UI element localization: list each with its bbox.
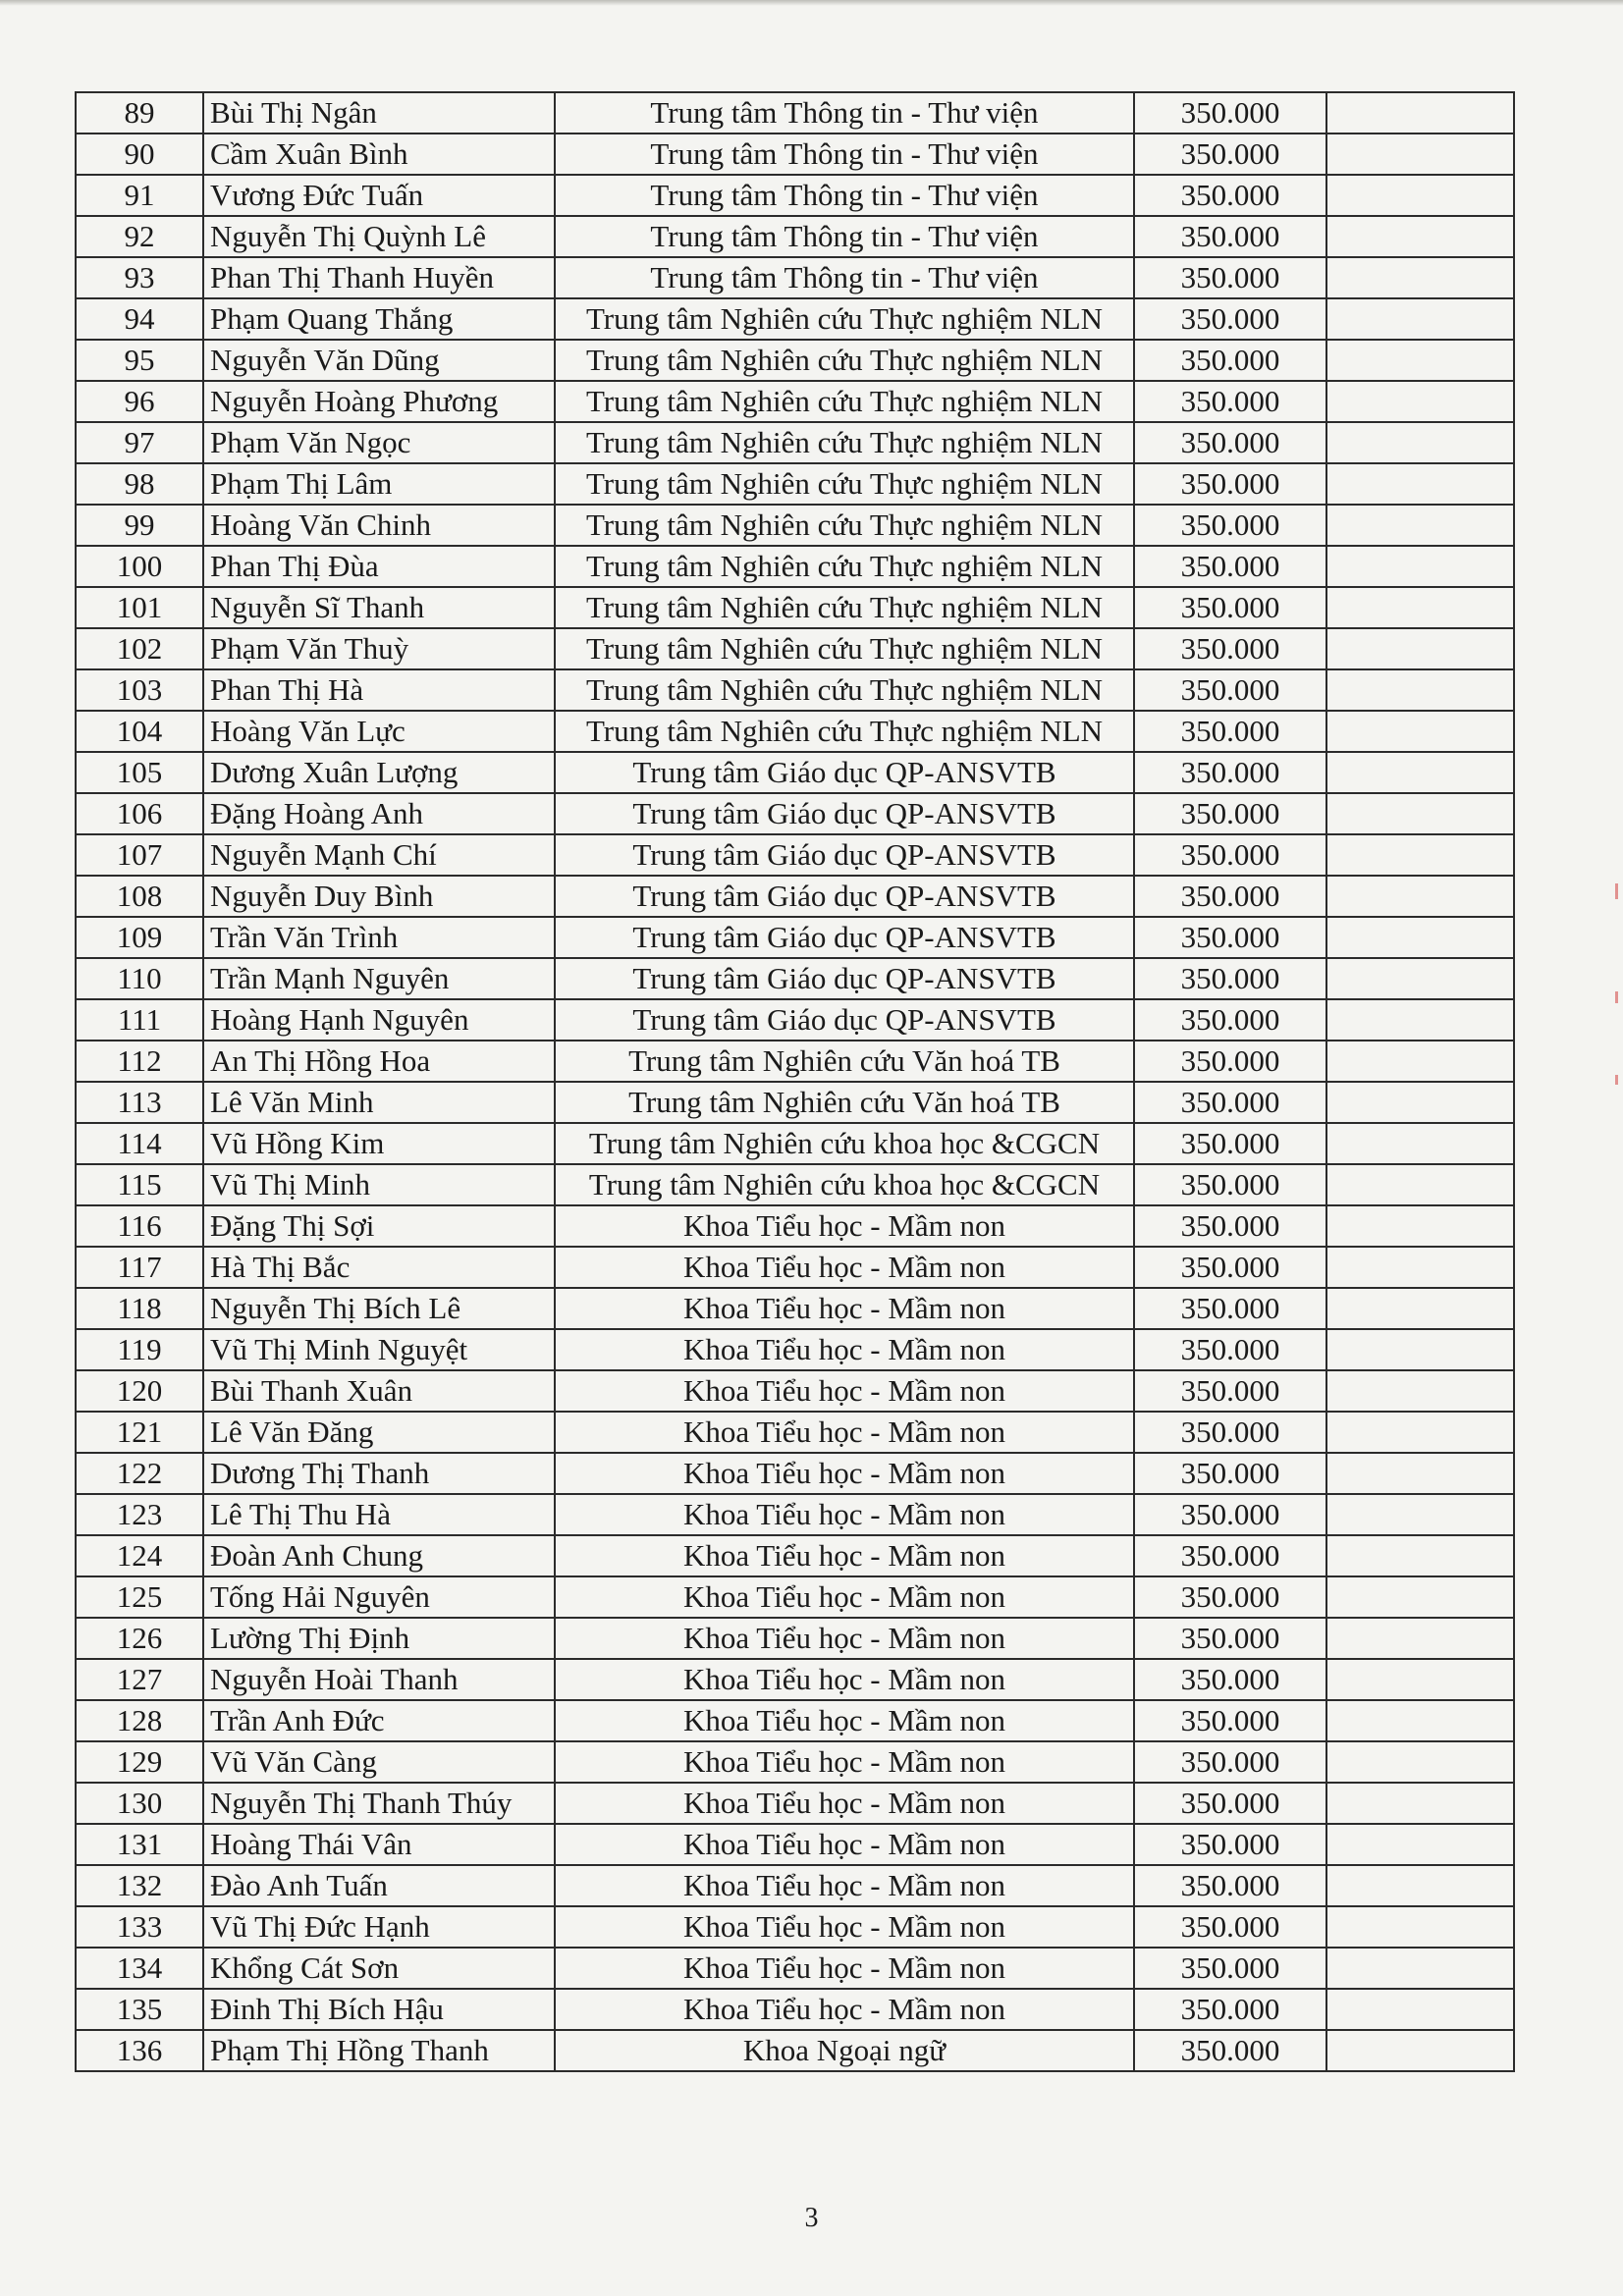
person-name: Vũ Thị Minh Nguyệt bbox=[203, 1329, 555, 1370]
person-name: Phan Thị Đùa bbox=[203, 546, 555, 587]
table-row bbox=[76, 1370, 1514, 1412]
row-number: 120 bbox=[76, 1370, 203, 1412]
amount-cell: 350.000 bbox=[1134, 1453, 1326, 1494]
amount-cell: 350.000 bbox=[1134, 1824, 1326, 1865]
row-number: 99 bbox=[76, 505, 203, 546]
table-row bbox=[76, 834, 1514, 876]
row-number: 102 bbox=[76, 628, 203, 669]
person-name: Dương Thị Thanh bbox=[203, 1453, 555, 1494]
person-name: Trần Mạnh Nguyên bbox=[203, 958, 555, 999]
note-cell bbox=[1326, 1618, 1514, 1659]
unit-name: Khoa Tiểu học - Mầm non bbox=[555, 1288, 1134, 1329]
row-number: 115 bbox=[76, 1164, 203, 1205]
note-cell bbox=[1326, 1329, 1514, 1370]
note-cell bbox=[1326, 257, 1514, 298]
unit-name: Trung tâm Nghiên cứu Thực nghiệm NLN bbox=[555, 587, 1134, 628]
note-cell bbox=[1326, 958, 1514, 999]
unit-name: Trung tâm Nghiên cứu Văn hoá TB bbox=[555, 1082, 1134, 1123]
amount-cell: 350.000 bbox=[1134, 1205, 1326, 1247]
note-cell bbox=[1326, 2030, 1514, 2071]
table-row bbox=[76, 752, 1514, 793]
table-row bbox=[76, 1618, 1514, 1659]
note-cell bbox=[1326, 876, 1514, 917]
person-name: Vũ Hồng Kim bbox=[203, 1123, 555, 1164]
unit-name: Trung tâm Thông tin - Thư viện bbox=[555, 175, 1134, 216]
amount-cell: 350.000 bbox=[1134, 422, 1326, 463]
unit-name: Khoa Tiểu học - Mầm non bbox=[555, 1453, 1134, 1494]
row-number: 97 bbox=[76, 422, 203, 463]
table-row bbox=[76, 1535, 1514, 1576]
table-row bbox=[76, 546, 1514, 587]
amount-cell: 350.000 bbox=[1134, 1865, 1326, 1906]
person-name: Đặng Thị Sợi bbox=[203, 1205, 555, 1247]
row-number: 129 bbox=[76, 1741, 203, 1783]
amount-cell: 350.000 bbox=[1134, 876, 1326, 917]
note-cell bbox=[1326, 546, 1514, 587]
amount-cell: 350.000 bbox=[1134, 463, 1326, 505]
table-row bbox=[76, 587, 1514, 628]
unit-name: Trung tâm Nghiên cứu Thực nghiệm NLN bbox=[555, 340, 1134, 381]
table-row bbox=[76, 1123, 1514, 1164]
amount-cell: 350.000 bbox=[1134, 1370, 1326, 1412]
unit-name: Khoa Tiểu học - Mầm non bbox=[555, 1659, 1134, 1700]
amount-cell: 350.000 bbox=[1134, 298, 1326, 340]
row-number: 90 bbox=[76, 133, 203, 175]
table-row bbox=[76, 340, 1514, 381]
unit-name: Khoa Tiểu học - Mầm non bbox=[555, 1700, 1134, 1741]
table-row bbox=[76, 257, 1514, 298]
note-cell bbox=[1326, 1453, 1514, 1494]
row-number: 124 bbox=[76, 1535, 203, 1576]
amount-cell: 350.000 bbox=[1134, 1783, 1326, 1824]
unit-name: Khoa Tiểu học - Mầm non bbox=[555, 1412, 1134, 1453]
person-name: Hoàng Văn Chinh bbox=[203, 505, 555, 546]
table-row bbox=[76, 381, 1514, 422]
unit-name: Khoa Tiểu học - Mầm non bbox=[555, 1783, 1134, 1824]
amount-cell: 350.000 bbox=[1134, 628, 1326, 669]
person-name: Nguyễn Hoài Thanh bbox=[203, 1659, 555, 1700]
table-row bbox=[76, 422, 1514, 463]
amount-cell: 350.000 bbox=[1134, 1123, 1326, 1164]
table-row bbox=[76, 216, 1514, 257]
amount-cell: 350.000 bbox=[1134, 1494, 1326, 1535]
note-cell bbox=[1326, 1659, 1514, 1700]
row-number: 136 bbox=[76, 2030, 203, 2071]
note-cell bbox=[1326, 1741, 1514, 1783]
row-number: 132 bbox=[76, 1865, 203, 1906]
person-name: Phạm Thị Hồng Thanh bbox=[203, 2030, 555, 2071]
table-row bbox=[76, 1948, 1514, 1989]
table-row bbox=[76, 711, 1514, 752]
row-number: 95 bbox=[76, 340, 203, 381]
amount-cell: 350.000 bbox=[1134, 505, 1326, 546]
person-name: Lường Thị Định bbox=[203, 1618, 555, 1659]
unit-name: Khoa Tiểu học - Mầm non bbox=[555, 1576, 1134, 1618]
table-row bbox=[76, 628, 1514, 669]
note-cell bbox=[1326, 1247, 1514, 1288]
person-name: Nguyễn Thị Quỳnh Lê bbox=[203, 216, 555, 257]
person-name: Phan Thị Thanh Huyền bbox=[203, 257, 555, 298]
amount-cell: 350.000 bbox=[1134, 1576, 1326, 1618]
amount-cell: 350.000 bbox=[1134, 1288, 1326, 1329]
table-row bbox=[76, 999, 1514, 1041]
row-number: 114 bbox=[76, 1123, 203, 1164]
unit-name: Trung tâm Nghiên cứu Thực nghiệm NLN bbox=[555, 298, 1134, 340]
table-row bbox=[76, 1659, 1514, 1700]
row-number: 105 bbox=[76, 752, 203, 793]
table-row bbox=[76, 298, 1514, 340]
unit-name: Khoa Tiểu học - Mầm non bbox=[555, 1618, 1134, 1659]
row-number: 101 bbox=[76, 587, 203, 628]
person-name: Phan Thị Hà bbox=[203, 669, 555, 711]
note-cell bbox=[1326, 1948, 1514, 1989]
unit-name: Trung tâm Giáo dục QP-ANSVTB bbox=[555, 999, 1134, 1041]
note-cell bbox=[1326, 1989, 1514, 2030]
unit-name: Trung tâm Giáo dục QP-ANSVTB bbox=[555, 752, 1134, 793]
row-number: 130 bbox=[76, 1783, 203, 1824]
amount-cell: 350.000 bbox=[1134, 1741, 1326, 1783]
person-name: Cầm Xuân Bình bbox=[203, 133, 555, 175]
row-number: 121 bbox=[76, 1412, 203, 1453]
amount-cell: 350.000 bbox=[1134, 1659, 1326, 1700]
person-name: Bùi Thị Ngân bbox=[203, 92, 555, 133]
unit-name: Trung tâm Giáo dục QP-ANSVTB bbox=[555, 876, 1134, 917]
unit-name: Trung tâm Thông tin - Thư viện bbox=[555, 133, 1134, 175]
row-number: 133 bbox=[76, 1906, 203, 1948]
note-cell bbox=[1326, 422, 1514, 463]
row-number: 106 bbox=[76, 793, 203, 834]
table-row bbox=[76, 1453, 1514, 1494]
person-name: Hoàng Hạnh Nguyên bbox=[203, 999, 555, 1041]
note-cell bbox=[1326, 1535, 1514, 1576]
row-number: 127 bbox=[76, 1659, 203, 1700]
table-row bbox=[76, 133, 1514, 175]
unit-name: Trung tâm Thông tin - Thư viện bbox=[555, 92, 1134, 133]
unit-name: Trung tâm Giáo dục QP-ANSVTB bbox=[555, 958, 1134, 999]
row-number: 107 bbox=[76, 834, 203, 876]
person-name: Khổng Cát Sơn bbox=[203, 1948, 555, 1989]
row-number: 103 bbox=[76, 669, 203, 711]
margin-mark bbox=[1615, 1075, 1618, 1085]
amount-cell: 350.000 bbox=[1134, 999, 1326, 1041]
amount-cell: 350.000 bbox=[1134, 1164, 1326, 1205]
unit-name: Khoa Tiểu học - Mầm non bbox=[555, 1329, 1134, 1370]
unit-name: Trung tâm Nghiên cứu khoa học &CGCN bbox=[555, 1164, 1134, 1205]
amount-cell: 350.000 bbox=[1134, 1989, 1326, 2030]
table-row bbox=[76, 917, 1514, 958]
person-name: Vũ Văn Càng bbox=[203, 1741, 555, 1783]
table-row bbox=[76, 1700, 1514, 1741]
person-name: Hoàng Thái Vân bbox=[203, 1824, 555, 1865]
note-cell bbox=[1326, 298, 1514, 340]
person-name: Phạm Thị Lâm bbox=[203, 463, 555, 505]
table-row bbox=[76, 1412, 1514, 1453]
person-name: An Thị Hồng Hoa bbox=[203, 1041, 555, 1082]
unit-name: Trung tâm Nghiên cứu Thực nghiệm NLN bbox=[555, 711, 1134, 752]
unit-name: Trung tâm Giáo dục QP-ANSVTB bbox=[555, 793, 1134, 834]
amount-cell: 350.000 bbox=[1134, 711, 1326, 752]
note-cell bbox=[1326, 834, 1514, 876]
table-row bbox=[76, 175, 1514, 216]
note-cell bbox=[1326, 463, 1514, 505]
row-number: 122 bbox=[76, 1453, 203, 1494]
note-cell bbox=[1326, 1824, 1514, 1865]
table-row bbox=[76, 793, 1514, 834]
person-name: Trần Anh Đức bbox=[203, 1700, 555, 1741]
note-cell bbox=[1326, 628, 1514, 669]
person-name: Dương Xuân Lượng bbox=[203, 752, 555, 793]
amount-cell: 350.000 bbox=[1134, 1041, 1326, 1082]
row-number: 96 bbox=[76, 381, 203, 422]
row-number: 98 bbox=[76, 463, 203, 505]
table-row bbox=[76, 1329, 1514, 1370]
person-name: Nguyễn Thị Bích Lê bbox=[203, 1288, 555, 1329]
amount-cell: 350.000 bbox=[1134, 257, 1326, 298]
person-name: Lê Văn Đăng bbox=[203, 1412, 555, 1453]
unit-name: Khoa Tiểu học - Mầm non bbox=[555, 1535, 1134, 1576]
note-cell bbox=[1326, 587, 1514, 628]
note-cell bbox=[1326, 793, 1514, 834]
table-row bbox=[76, 92, 1514, 133]
amount-cell: 350.000 bbox=[1134, 793, 1326, 834]
table-row bbox=[76, 1247, 1514, 1288]
amount-cell: 350.000 bbox=[1134, 1948, 1326, 1989]
person-name: Phạm Văn Thuỳ bbox=[203, 628, 555, 669]
amount-cell: 350.000 bbox=[1134, 958, 1326, 999]
unit-name: Khoa Tiểu học - Mầm non bbox=[555, 1494, 1134, 1535]
amount-cell: 350.000 bbox=[1134, 1082, 1326, 1123]
person-name: Tống Hải Nguyên bbox=[203, 1576, 555, 1618]
unit-name: Khoa Tiểu học - Mầm non bbox=[555, 1205, 1134, 1247]
amount-cell: 350.000 bbox=[1134, 340, 1326, 381]
table-row bbox=[76, 1865, 1514, 1906]
person-name: Hà Thị Bắc bbox=[203, 1247, 555, 1288]
row-number: 131 bbox=[76, 1824, 203, 1865]
table-row bbox=[76, 505, 1514, 546]
row-number: 135 bbox=[76, 1989, 203, 2030]
table-row bbox=[76, 1494, 1514, 1535]
table-row bbox=[76, 1082, 1514, 1123]
unit-name: Khoa Tiểu học - Mầm non bbox=[555, 1741, 1134, 1783]
row-number: 123 bbox=[76, 1494, 203, 1535]
row-number: 119 bbox=[76, 1329, 203, 1370]
person-name: Nguyễn Sĩ Thanh bbox=[203, 587, 555, 628]
amount-cell: 350.000 bbox=[1134, 1700, 1326, 1741]
table-row bbox=[76, 463, 1514, 505]
note-cell bbox=[1326, 669, 1514, 711]
person-name: Đinh Thị Bích Hậu bbox=[203, 1989, 555, 2030]
table-row bbox=[76, 1783, 1514, 1824]
table-row bbox=[76, 2030, 1514, 2071]
amount-cell: 350.000 bbox=[1134, 1247, 1326, 1288]
row-number: 118 bbox=[76, 1288, 203, 1329]
note-cell bbox=[1326, 1783, 1514, 1824]
person-name: Nguyễn Mạnh Chí bbox=[203, 834, 555, 876]
unit-name: Trung tâm Nghiên cứu Thực nghiệm NLN bbox=[555, 505, 1134, 546]
person-name: Vũ Thị Minh bbox=[203, 1164, 555, 1205]
amount-cell: 350.000 bbox=[1134, 917, 1326, 958]
scan-top-edge bbox=[0, 0, 1623, 6]
row-number: 93 bbox=[76, 257, 203, 298]
amount-cell: 350.000 bbox=[1134, 587, 1326, 628]
person-name: Phạm Văn Ngọc bbox=[203, 422, 555, 463]
margin-mark bbox=[1615, 991, 1618, 1003]
row-number: 91 bbox=[76, 175, 203, 216]
amount-cell: 350.000 bbox=[1134, 381, 1326, 422]
note-cell bbox=[1326, 1164, 1514, 1205]
table-row bbox=[76, 669, 1514, 711]
amount-cell: 350.000 bbox=[1134, 216, 1326, 257]
amount-cell: 350.000 bbox=[1134, 2030, 1326, 2071]
unit-name: Trung tâm Nghiên cứu Thực nghiệm NLN bbox=[555, 669, 1134, 711]
note-cell bbox=[1326, 216, 1514, 257]
note-cell bbox=[1326, 1082, 1514, 1123]
amount-cell: 350.000 bbox=[1134, 1329, 1326, 1370]
note-cell bbox=[1326, 1288, 1514, 1329]
note-cell bbox=[1326, 1865, 1514, 1906]
row-number: 125 bbox=[76, 1576, 203, 1618]
unit-name: Trung tâm Nghiên cứu Văn hoá TB bbox=[555, 1041, 1134, 1082]
row-number: 92 bbox=[76, 216, 203, 257]
page-number: 3 bbox=[804, 2203, 819, 2233]
unit-name: Trung tâm Nghiên cứu Thực nghiệm NLN bbox=[555, 463, 1134, 505]
unit-name: Khoa Tiểu học - Mầm non bbox=[555, 1370, 1134, 1412]
note-cell bbox=[1326, 711, 1514, 752]
person-name: Vương Đức Tuấn bbox=[203, 175, 555, 216]
note-cell bbox=[1326, 1205, 1514, 1247]
table-row bbox=[76, 1741, 1514, 1783]
row-number: 116 bbox=[76, 1205, 203, 1247]
table-body bbox=[76, 92, 1514, 2071]
person-name: Vũ Thị Đức Hạnh bbox=[203, 1906, 555, 1948]
note-cell bbox=[1326, 92, 1514, 133]
note-cell bbox=[1326, 1576, 1514, 1618]
table-row bbox=[76, 1288, 1514, 1329]
unit-name: Trung tâm Thông tin - Thư viện bbox=[555, 257, 1134, 298]
table-row bbox=[76, 1205, 1514, 1247]
person-name: Hoàng Văn Lực bbox=[203, 711, 555, 752]
note-cell bbox=[1326, 752, 1514, 793]
row-number: 94 bbox=[76, 298, 203, 340]
note-cell bbox=[1326, 340, 1514, 381]
row-number: 113 bbox=[76, 1082, 203, 1123]
person-name: Nguyễn Hoàng Phương bbox=[203, 381, 555, 422]
row-number: 109 bbox=[76, 917, 203, 958]
row-number: 100 bbox=[76, 546, 203, 587]
note-cell bbox=[1326, 175, 1514, 216]
row-number: 111 bbox=[76, 999, 203, 1041]
unit-name: Khoa Tiểu học - Mầm non bbox=[555, 1247, 1134, 1288]
unit-name: Trung tâm Giáo dục QP-ANSVTB bbox=[555, 917, 1134, 958]
row-number: 110 bbox=[76, 958, 203, 999]
note-cell bbox=[1326, 381, 1514, 422]
note-cell bbox=[1326, 1494, 1514, 1535]
note-cell bbox=[1326, 505, 1514, 546]
table-row bbox=[76, 1164, 1514, 1205]
note-cell bbox=[1326, 1370, 1514, 1412]
unit-name: Trung tâm Nghiên cứu Thực nghiệm NLN bbox=[555, 546, 1134, 587]
person-name: Lê Văn Minh bbox=[203, 1082, 555, 1123]
row-number: 126 bbox=[76, 1618, 203, 1659]
unit-name: Khoa Tiểu học - Mầm non bbox=[555, 1865, 1134, 1906]
unit-name: Khoa Tiểu học - Mầm non bbox=[555, 1948, 1134, 1989]
amount-cell: 350.000 bbox=[1134, 669, 1326, 711]
row-number: 117 bbox=[76, 1247, 203, 1288]
person-name: Phạm Quang Thắng bbox=[203, 298, 555, 340]
person-name: Đoàn Anh Chung bbox=[203, 1535, 555, 1576]
amount-cell: 350.000 bbox=[1134, 834, 1326, 876]
unit-name: Trung tâm Nghiên cứu Thực nghiệm NLN bbox=[555, 381, 1134, 422]
row-number: 128 bbox=[76, 1700, 203, 1741]
person-name: Đặng Hoàng Anh bbox=[203, 793, 555, 834]
unit-name: Khoa Tiểu học - Mầm non bbox=[555, 1906, 1134, 1948]
row-number: 112 bbox=[76, 1041, 203, 1082]
person-name: Nguyễn Duy Bình bbox=[203, 876, 555, 917]
note-cell bbox=[1326, 999, 1514, 1041]
person-name: Lê Thị Thu Hà bbox=[203, 1494, 555, 1535]
row-number: 89 bbox=[76, 92, 203, 133]
amount-cell: 350.000 bbox=[1134, 546, 1326, 587]
amount-cell: 350.000 bbox=[1134, 1412, 1326, 1453]
table-row bbox=[76, 1989, 1514, 2030]
unit-name: Trung tâm Giáo dục QP-ANSVTB bbox=[555, 834, 1134, 876]
amount-cell: 350.000 bbox=[1134, 133, 1326, 175]
row-number: 134 bbox=[76, 1948, 203, 1989]
note-cell bbox=[1326, 1412, 1514, 1453]
unit-name: Trung tâm Nghiên cứu khoa học &CGCN bbox=[555, 1123, 1134, 1164]
person-name: Bùi Thanh Xuân bbox=[203, 1370, 555, 1412]
unit-name: Trung tâm Thông tin - Thư viện bbox=[555, 216, 1134, 257]
note-cell bbox=[1326, 133, 1514, 175]
table-row bbox=[76, 1576, 1514, 1618]
amount-cell: 350.000 bbox=[1134, 175, 1326, 216]
amount-cell: 350.000 bbox=[1134, 1906, 1326, 1948]
note-cell bbox=[1326, 1906, 1514, 1948]
note-cell bbox=[1326, 1041, 1514, 1082]
amount-cell: 350.000 bbox=[1134, 1535, 1326, 1576]
row-number: 104 bbox=[76, 711, 203, 752]
unit-name: Khoa Tiểu học - Mầm non bbox=[555, 1989, 1134, 2030]
note-cell bbox=[1326, 917, 1514, 958]
amount-cell: 350.000 bbox=[1134, 92, 1326, 133]
person-name: Nguyễn Văn Dũng bbox=[203, 340, 555, 381]
table-row bbox=[76, 1906, 1514, 1948]
unit-name: Khoa Tiểu học - Mầm non bbox=[555, 1824, 1134, 1865]
margin-mark bbox=[1615, 883, 1618, 899]
allowance-table bbox=[75, 91, 1515, 2072]
person-name: Trần Văn Trình bbox=[203, 917, 555, 958]
table-row bbox=[76, 1824, 1514, 1865]
unit-name: Trung tâm Nghiên cứu Thực nghiệm NLN bbox=[555, 422, 1134, 463]
table-row bbox=[76, 958, 1514, 999]
person-name: Đào Anh Tuấn bbox=[203, 1865, 555, 1906]
amount-cell: 350.000 bbox=[1134, 752, 1326, 793]
unit-name: Khoa Ngoại ngữ bbox=[555, 2030, 1134, 2071]
unit-name: Trung tâm Nghiên cứu Thực nghiệm NLN bbox=[555, 628, 1134, 669]
person-name: Nguyễn Thị Thanh Thúy bbox=[203, 1783, 555, 1824]
table-row bbox=[76, 876, 1514, 917]
table-row bbox=[76, 1041, 1514, 1082]
note-cell bbox=[1326, 1700, 1514, 1741]
row-number: 108 bbox=[76, 876, 203, 917]
amount-cell: 350.000 bbox=[1134, 1618, 1326, 1659]
note-cell bbox=[1326, 1123, 1514, 1164]
